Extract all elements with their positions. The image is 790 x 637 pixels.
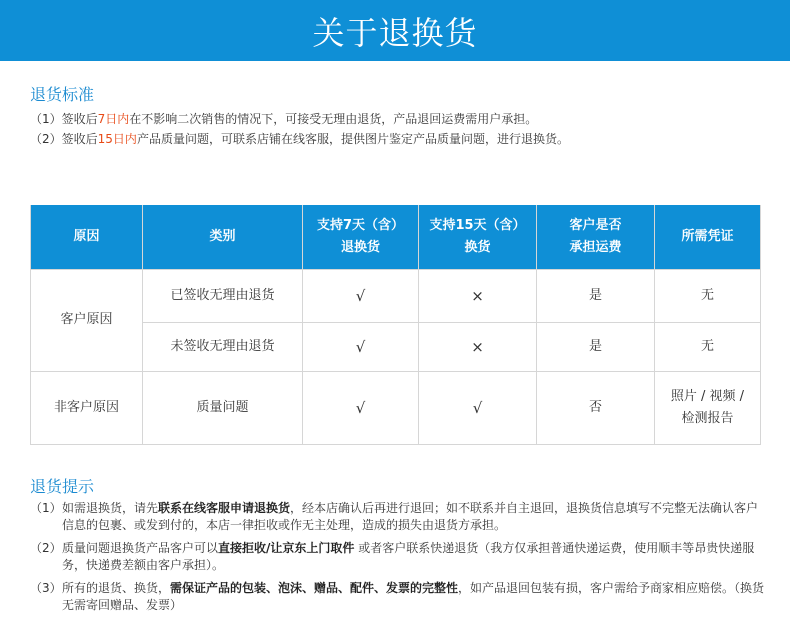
tip-text: 如需退换货，请先联系在线客服申请退换货，经本店确认后再进行退回；如不联系并自主退回，退换货信息填写不完整无法确认客户信息的包裹、或发到付的，本店一律拒收或作无主处理，造成的损失由退货方承担。 xyxy=(62,501,759,532)
list-item xyxy=(30,540,770,574)
header-required-proof: 所需凭证 xyxy=(655,205,761,269)
table-row xyxy=(31,269,761,322)
standard-line-text: 签收后 xyxy=(61,112,98,126)
standard-line-number: （2） xyxy=(30,132,62,146)
category-cell: 质量问题 xyxy=(143,371,303,444)
tip-number: （2） xyxy=(30,541,62,555)
check-mark-icon: √ xyxy=(303,322,419,371)
tip-number: （3） xyxy=(30,581,62,595)
check-mark-icon: √ xyxy=(419,371,537,444)
standard-line-text: 签收后 xyxy=(61,132,98,146)
freight-cell: 是 xyxy=(537,269,655,322)
page-title: 关于退换货 xyxy=(312,13,478,52)
table-header-row xyxy=(31,205,761,269)
proof-cell: 照片 / 视频 / 检测报告 xyxy=(655,371,761,444)
tip-text: 所有的退货、换货，需保证产品的包装、泡沫、赠品、配件、发票的完整性，如产品退回包装有损，客户需给予商家相应赔偿。（换货无需寄回赠品、发票） xyxy=(62,581,765,612)
check-mark-icon: √ xyxy=(303,269,419,322)
proof-cell: 无 xyxy=(655,322,761,371)
list-item xyxy=(30,500,770,534)
tip-text: 质量问题退换货产品客户可以直接拒收/让京东上门取件 或者客户联系快递退货（我方仅承担普通快递运费，使用顺丰等昂贵快递服务，快递费差额由客户承担）。 xyxy=(62,541,755,572)
standard-line-text: 在不影响二次销售的情况下，可接受无理由退货，产品退回运费需用户承担。 xyxy=(129,112,538,126)
header-7day-return: 支持7天（含） 退换货 xyxy=(303,205,419,269)
return-tips-title: 退货提示 xyxy=(30,477,95,496)
header-category: 类别 xyxy=(143,205,303,269)
header-banner xyxy=(0,0,790,61)
check-mark-icon: √ xyxy=(303,371,419,444)
standard-line-number: （1） xyxy=(30,112,62,126)
reason-cell: 非客户原因 xyxy=(31,371,143,444)
standard-line-highlight: 7日内 xyxy=(97,112,130,126)
return-tips-list xyxy=(30,500,770,620)
proof-cell: 无 xyxy=(655,269,761,322)
standard-line-highlight: 15日内 xyxy=(97,132,137,146)
category-cell: 已签收无理由退货 xyxy=(143,269,303,322)
return-standard-title: 退货标准 xyxy=(30,85,95,104)
table-row xyxy=(31,371,761,444)
cross-mark-icon: × xyxy=(419,269,537,322)
freight-cell: 是 xyxy=(537,322,655,371)
header-freight-bearer: 客户是否 承担运费 xyxy=(537,205,655,269)
cross-mark-icon: × xyxy=(419,322,537,371)
standard-line-text: 产品质量问题，可联系店铺在线客服，提供图片鉴定产品质量问题，进行退换货。 xyxy=(136,132,569,146)
tip-number: （1） xyxy=(30,501,62,515)
standard-line-1 xyxy=(30,110,537,127)
category-cell: 未签收无理由退货 xyxy=(143,322,303,371)
header-15day-exchange: 支持15天（含） 换货 xyxy=(419,205,537,269)
standard-line-2 xyxy=(30,130,569,147)
return-policy-table xyxy=(30,205,761,445)
list-item xyxy=(30,580,770,614)
reason-cell: 客户原因 xyxy=(31,269,143,371)
freight-cell: 否 xyxy=(537,371,655,444)
header-reason: 原因 xyxy=(31,205,143,269)
